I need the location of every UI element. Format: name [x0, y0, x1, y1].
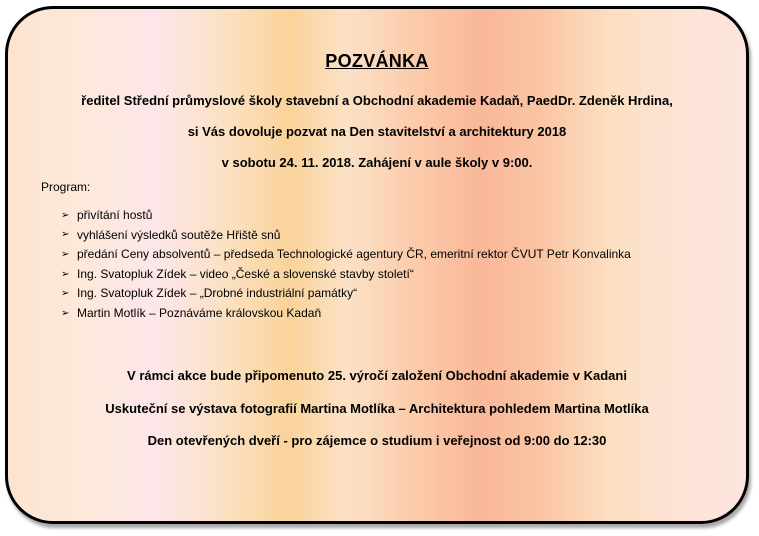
program-item-text: Ing. Svatopluk Zídek – video „České a slovenské stavby století“: [77, 266, 414, 281]
program-item: [61, 304, 631, 324]
arrow-bullet-icon: ➢: [61, 288, 70, 300]
program-item: [61, 265, 631, 285]
arrow-bullet-icon: ➢: [61, 307, 70, 319]
open-day-note: Den otevřených dveří - pro zájemce o studium i veřejnost od 9:00 do 12:30: [147, 433, 607, 448]
arrow-bullet-icon: ➢: [61, 229, 70, 241]
program-item-text: přivítání hostů: [77, 208, 153, 222]
program-item-text: předání Ceny absolventů – předseda Technologické agentury ČR, emeritní rektor ČVUT Petr Konvalinka: [77, 247, 631, 262]
arrow-bullet-icon: ➢: [61, 268, 70, 280]
program-item-text: Martin Motlík – Poznáváme královskou Kadaň: [77, 305, 322, 320]
invitation-title: POZVÁNKA: [325, 51, 429, 71]
invitation-host-line: ředitel Střední průmyslové školy stavební a Obchodní akademie Kadaň, PaedDr. Zdeněk Hrdina,: [81, 93, 673, 108]
arrow-bullet-icon: ➢: [61, 248, 70, 260]
program-label: Program:: [41, 180, 91, 194]
program-item: [61, 206, 631, 226]
invitation-date-line: v sobotu 24. 11. 2018. Zahájení v aule školy v 9:00.: [221, 155, 533, 170]
arrow-bullet-icon: ➢: [61, 209, 70, 221]
program-item: [61, 226, 631, 246]
program-item-text: Ing. Svatopluk Zídek – „Drobné industriální památky“: [77, 286, 358, 301]
anniversary-note: V rámci akce bude připomenuto 25. výročí založení Obchodní akademie v Kadani: [127, 368, 627, 383]
invitation-card: [5, 6, 749, 524]
exhibition-note: Uskuteční se výstava fotografií Martina Motlíka – Architektura pohledem Martina Motlíka: [105, 401, 649, 416]
invitation-event-line: si Vás dovoluje pozvat na Den stavitelství a architektury 2018: [187, 124, 567, 139]
program-item: [61, 284, 631, 304]
program-item-text: vyhlášení výsledků soutěže Hřiště snů: [77, 227, 281, 242]
program-item: [61, 245, 631, 265]
program-list: [61, 206, 631, 324]
